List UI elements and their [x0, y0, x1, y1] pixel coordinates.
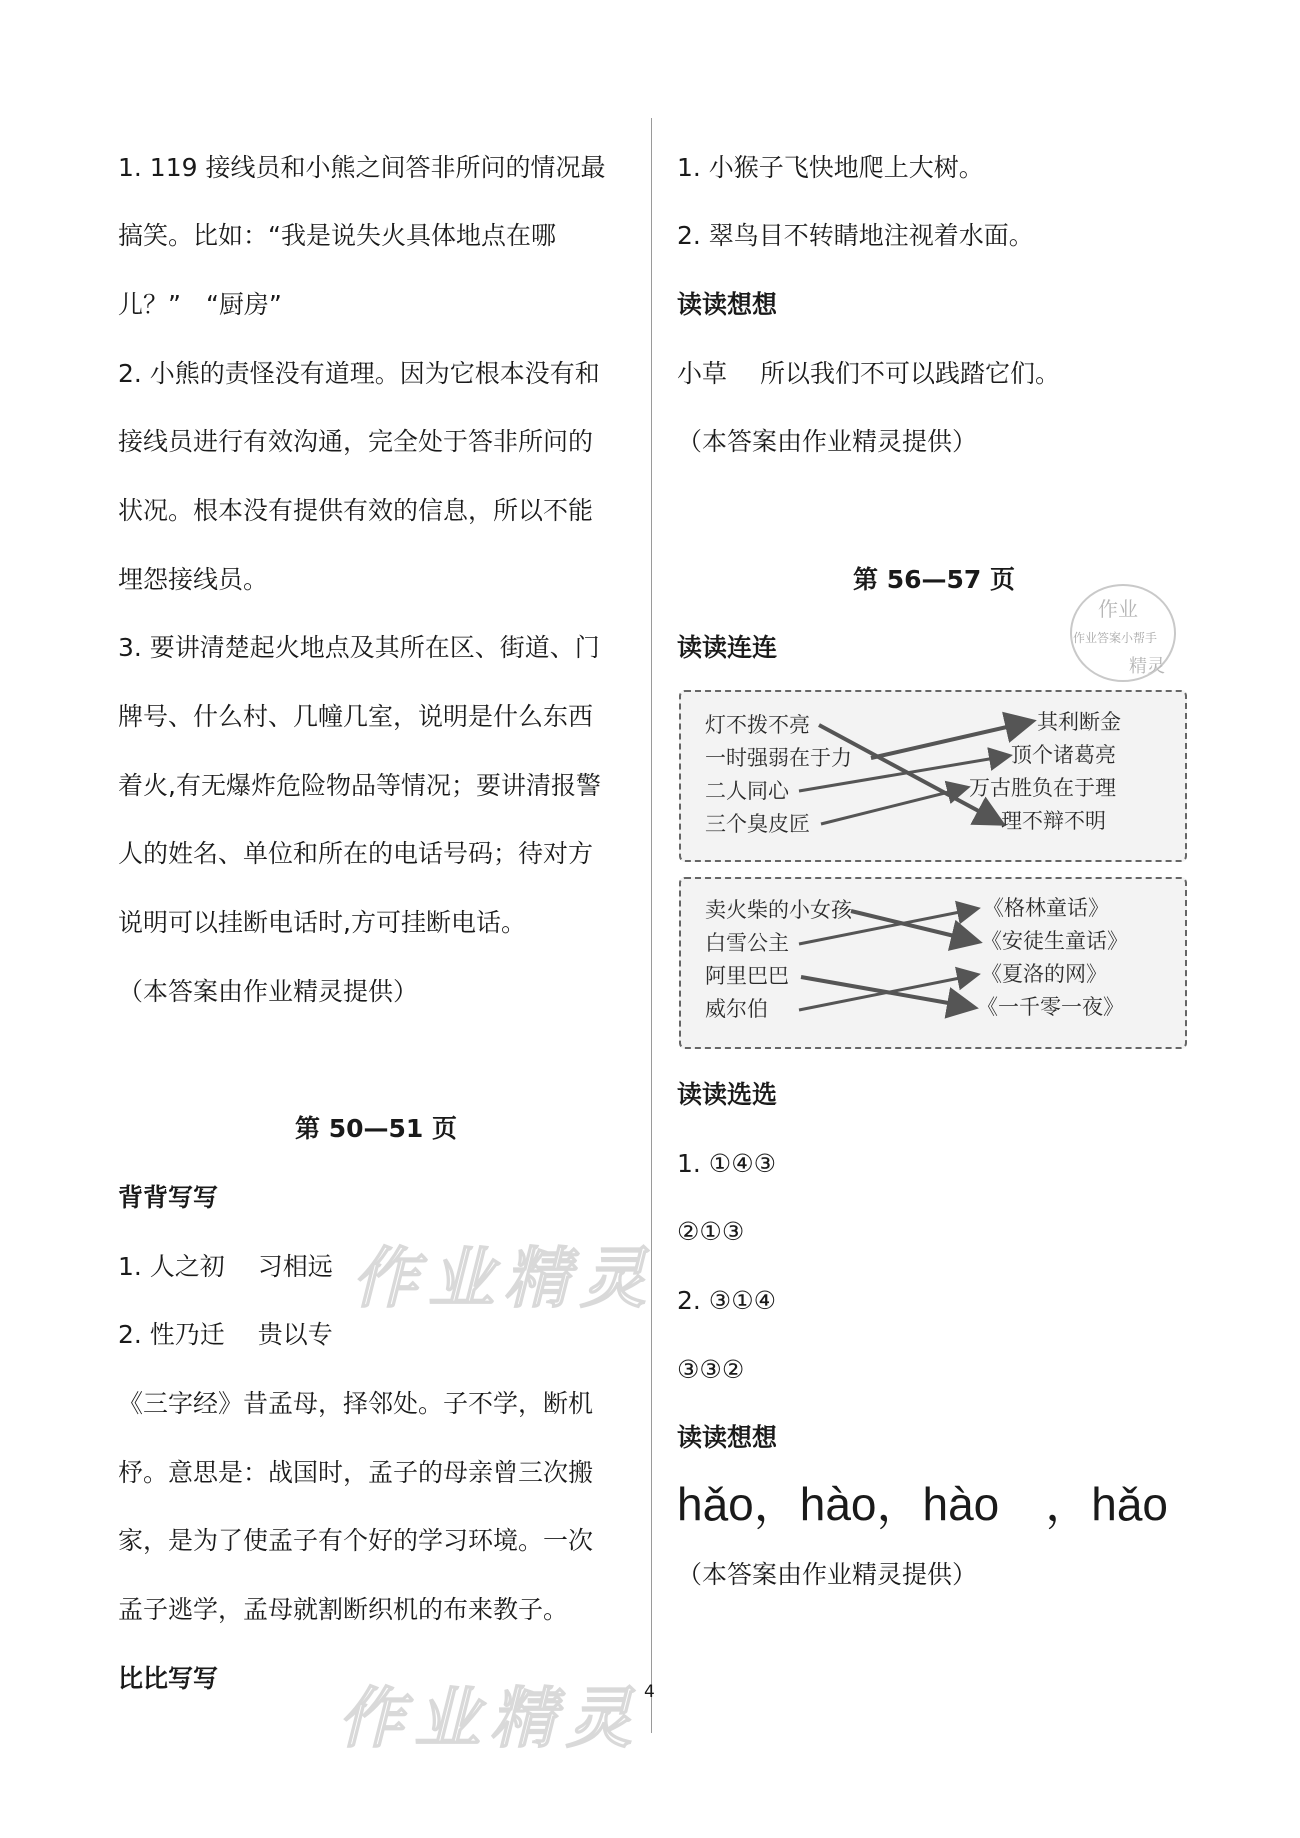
text-line: 着火,有无爆炸危险物品等情况；要讲清报警 — [118, 771, 601, 800]
match-right-item: 《安徒生童话》 — [981, 929, 1128, 953]
text-line: 2. 小熊的责怪没有道理。因为它根本没有和 — [118, 359, 600, 388]
text-line: 1. 小猴子飞快地爬上大树。 — [677, 153, 984, 182]
text-line: 孟子逃学，孟母就割断织机的布来教子。 — [118, 1595, 569, 1624]
matching-diagram — [681, 879, 1185, 1047]
stamp-logo — [1065, 578, 1200, 688]
credit-line: （本答案由作业精灵提供） — [118, 977, 419, 1006]
stamp-text: 作业答案小帮手 — [1073, 631, 1158, 645]
match-line — [821, 788, 965, 824]
match-line — [871, 722, 1029, 758]
text-line: 搞笑。比如：“我是说失火具体地点在哪 — [118, 221, 556, 250]
section-heading: 读读想想 — [677, 1423, 778, 1452]
match-left-item: 卖火柴的小女孩 — [705, 898, 852, 922]
match-right-item: 其利断金 — [1037, 710, 1121, 734]
text-line: 人的姓名、单位和所在的电话号码；待对方 — [118, 839, 594, 868]
match-right-item: 理不辩不明 — [1001, 809, 1106, 833]
stamp-text: 精灵 — [1129, 656, 1165, 677]
watermark: 作业精灵 — [338, 1680, 642, 1757]
match-right-item: 万古胜负在于理 — [969, 776, 1116, 800]
match-left-item: 白雪公主 — [705, 931, 789, 955]
matching-diagram — [681, 692, 1185, 860]
match-left-item: 三个臭皮匠 — [705, 812, 810, 836]
match-left-item: 二人同心 — [705, 779, 789, 803]
match-line — [851, 911, 975, 941]
answer-line: 2. ③①④ — [677, 1286, 777, 1315]
match-left-item: 一时强弱在于力 — [705, 746, 852, 770]
section-heading: 读读选选 — [677, 1080, 778, 1109]
match-right-item: 《格林童话》 — [983, 896, 1109, 920]
section-heading: 比比写写 — [118, 1664, 219, 1693]
watermark: 作业精灵 — [352, 1240, 656, 1317]
section-heading: 读读连连 — [677, 633, 778, 662]
match-right-item: 《夏洛的网》 — [981, 962, 1107, 986]
text-line: 状况。根本没有提供有效的信息，所以不能 — [118, 496, 594, 525]
text-line: 2. 翠鸟目不转睛地注视着水面。 — [677, 221, 1034, 250]
column-divider — [651, 118, 652, 1733]
match-left-item: 威尔伯 — [705, 997, 768, 1021]
credit-line: （本答案由作业精灵提供） — [677, 427, 978, 456]
matching-exercise-idioms — [679, 690, 1187, 862]
pinyin-answer: hǎo，hào，hào ，hǎo — [677, 1478, 1168, 1530]
credit-line: （本答案由作业精灵提供） — [677, 1560, 978, 1589]
text-line: 接线员进行有效沟通，完全处于答非所问的 — [118, 427, 594, 456]
text-line: 说明可以挂断电话时,方可挂断电话。 — [118, 908, 526, 937]
match-left-item: 灯不拨不亮 — [705, 713, 810, 737]
text-line: 小草 所以我们不可以践踏它们。 — [677, 359, 1060, 388]
section-heading: 读读想想 — [677, 290, 778, 319]
text-line: 牌号、什么村、几幢几室，说明是什么东西 — [118, 702, 594, 731]
text-line: 2. 性乃迁 贵以专 — [118, 1320, 333, 1349]
text-line: 埋怨接线员。 — [118, 565, 269, 594]
match-left-item: 阿里巴巴 — [705, 964, 789, 988]
section-heading: 背背写写 — [118, 1183, 219, 1212]
text-line: 3. 要讲清楚起火地点及其所在区、街道、门 — [118, 633, 600, 662]
section-title: 第 56—57 页 — [853, 565, 1015, 594]
page-number: 4 — [644, 1682, 655, 1702]
text-line: 1. 人之初 习相远 — [118, 1252, 333, 1281]
answer-line: 1. ①④③ — [677, 1149, 777, 1178]
section-title: 第 50—51 页 — [295, 1114, 457, 1143]
answer-line: ③③② — [677, 1355, 745, 1384]
text-line: 杼。意思是：战国时，孟子的母亲曾三次搬 — [118, 1458, 594, 1487]
text-line: 家，是为了使孟子有个好的学习环境。一次 — [118, 1526, 594, 1555]
matching-exercise-books — [679, 877, 1187, 1049]
text-line: 《三字经》昔孟母，择邻处。子不学，断机 — [118, 1389, 594, 1418]
text-line: 儿？” “厨房” — [118, 290, 282, 319]
match-right-item: 《一千零一夜》 — [977, 995, 1124, 1019]
text-line: 1. 119 接线员和小熊之间答非所问的情况最 — [118, 153, 606, 182]
stamp-text: 作业 — [1098, 597, 1138, 621]
answer-line: ②①③ — [677, 1217, 745, 1246]
match-right-item: 顶个诸葛亮 — [1011, 743, 1116, 767]
